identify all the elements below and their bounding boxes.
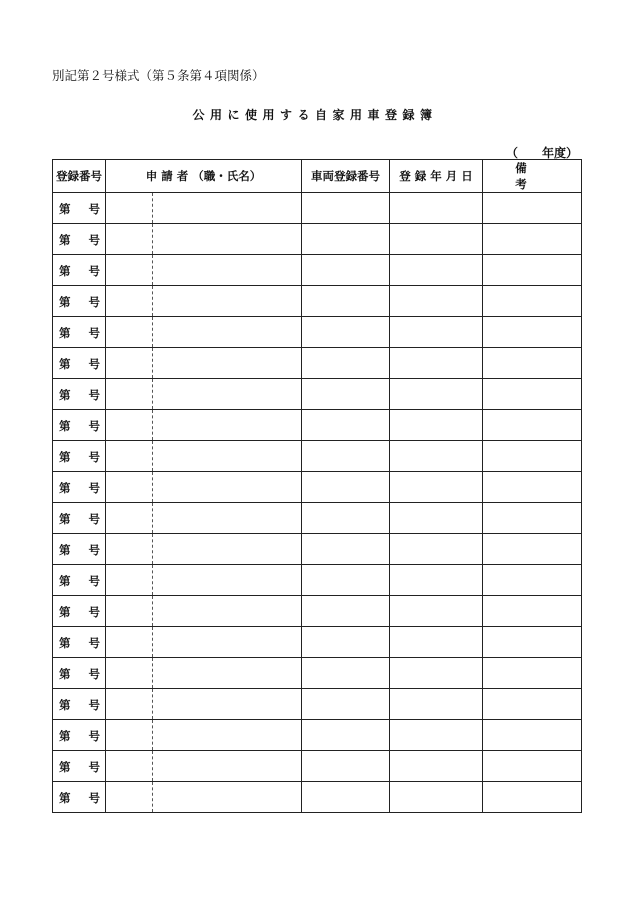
applicant-name-cell[interactable] xyxy=(153,472,302,503)
row-suffix: 号 xyxy=(88,450,100,464)
reg-no-cell xyxy=(53,193,106,224)
table-row xyxy=(53,720,582,751)
reg-date-cell[interactable] xyxy=(390,596,483,627)
table-row xyxy=(53,441,582,472)
remarks-cell[interactable] xyxy=(483,627,582,658)
row-suffix: 号 xyxy=(88,636,100,650)
reg-no-cell xyxy=(53,410,106,441)
table-row xyxy=(53,472,582,503)
table-row xyxy=(53,193,582,224)
applicant-post-cell[interactable] xyxy=(106,751,153,782)
reg-no-cell xyxy=(53,348,106,379)
vehicle-no-cell[interactable] xyxy=(302,751,390,782)
applicant-post-cell[interactable] xyxy=(106,224,153,255)
row-suffix: 号 xyxy=(88,729,100,743)
row-suffix: 号 xyxy=(88,605,100,619)
reg-date-cell[interactable] xyxy=(390,534,483,565)
vehicle-no-cell[interactable] xyxy=(302,534,390,565)
table-row xyxy=(53,286,582,317)
vehicle-no-cell[interactable] xyxy=(302,627,390,658)
remarks-cell[interactable] xyxy=(483,255,582,286)
row-suffix: 号 xyxy=(88,512,100,526)
row-prefix: 第 xyxy=(59,481,71,495)
applicant-name-cell[interactable] xyxy=(153,286,302,317)
reg-date-cell[interactable] xyxy=(390,751,483,782)
vehicle-no-cell[interactable] xyxy=(302,472,390,503)
row-suffix: 号 xyxy=(88,481,100,495)
row-prefix: 第 xyxy=(59,388,71,402)
row-prefix: 第 xyxy=(59,512,71,526)
reg-no-cell xyxy=(53,255,106,286)
applicant-name-cell[interactable] xyxy=(153,534,302,565)
applicant-post-cell[interactable] xyxy=(106,503,153,534)
reg-date-cell[interactable] xyxy=(390,565,483,596)
reg-date-cell[interactable] xyxy=(390,503,483,534)
applicant-post-cell[interactable] xyxy=(106,782,153,813)
row-prefix: 第 xyxy=(59,295,71,309)
remarks-cell[interactable] xyxy=(483,193,582,224)
table-row xyxy=(53,627,582,658)
row-prefix: 第 xyxy=(59,419,71,433)
vehicle-no-cell[interactable] xyxy=(302,193,390,224)
applicant-name-cell[interactable] xyxy=(153,596,302,627)
vehicle-no-cell[interactable] xyxy=(302,317,390,348)
reg-date-cell[interactable] xyxy=(390,193,483,224)
applicant-post-cell[interactable] xyxy=(106,534,153,565)
row-suffix: 号 xyxy=(88,543,100,557)
header-reg-no: 登録番号 xyxy=(53,160,106,193)
reg-date-cell[interactable] xyxy=(390,224,483,255)
remarks-cell[interactable] xyxy=(483,565,582,596)
reg-date-cell[interactable] xyxy=(390,689,483,720)
row-suffix: 号 xyxy=(88,667,100,681)
applicant-name-cell[interactable] xyxy=(153,503,302,534)
applicant-post-cell[interactable] xyxy=(106,596,153,627)
header-reg-date: 登 録 年 月 日 xyxy=(390,160,483,193)
form-caption: 別記第２号様式（第５条第４項関係） xyxy=(52,68,265,83)
table-row xyxy=(53,565,582,596)
remarks-cell[interactable] xyxy=(483,751,582,782)
reg-date-cell[interactable] xyxy=(390,348,483,379)
applicant-post-cell[interactable] xyxy=(106,689,153,720)
table-row xyxy=(53,348,582,379)
applicant-name-cell[interactable] xyxy=(153,317,302,348)
vehicle-no-cell[interactable] xyxy=(302,565,390,596)
remarks-cell[interactable] xyxy=(483,317,582,348)
remarks-cell[interactable] xyxy=(483,348,582,379)
applicant-name-cell[interactable] xyxy=(153,751,302,782)
applicant-post-cell[interactable] xyxy=(106,255,153,286)
reg-no-cell xyxy=(53,658,106,689)
vehicle-no-cell[interactable] xyxy=(302,503,390,534)
remarks-cell[interactable] xyxy=(483,441,582,472)
remarks-cell[interactable] xyxy=(483,472,582,503)
reg-date-cell[interactable] xyxy=(390,286,483,317)
table-row xyxy=(53,317,582,348)
applicant-name-cell[interactable] xyxy=(153,348,302,379)
reg-date-cell[interactable] xyxy=(390,782,483,813)
table-row xyxy=(53,410,582,441)
header-remarks: 備 考 xyxy=(483,160,582,193)
reg-no-cell xyxy=(53,596,106,627)
applicant-post-cell[interactable] xyxy=(106,286,153,317)
applicant-post-cell[interactable] xyxy=(106,348,153,379)
reg-date-cell[interactable] xyxy=(390,720,483,751)
reg-no-cell xyxy=(53,441,106,472)
reg-date-cell[interactable] xyxy=(390,472,483,503)
header-applicant: 申 請 者 （職・氏名） xyxy=(106,160,302,193)
row-prefix: 第 xyxy=(59,543,71,557)
reg-no-cell xyxy=(53,782,106,813)
applicant-name-cell[interactable] xyxy=(153,689,302,720)
row-prefix: 第 xyxy=(59,760,71,774)
vehicle-no-cell[interactable] xyxy=(302,782,390,813)
row-suffix: 号 xyxy=(88,698,100,712)
reg-date-cell[interactable] xyxy=(390,379,483,410)
applicant-name-cell[interactable] xyxy=(153,410,302,441)
table-row xyxy=(53,596,582,627)
applicant-name-cell[interactable] xyxy=(153,193,302,224)
table-row xyxy=(53,658,582,689)
row-prefix: 第 xyxy=(59,450,71,464)
applicant-post-cell[interactable] xyxy=(106,379,153,410)
table-row xyxy=(53,689,582,720)
row-prefix: 第 xyxy=(59,605,71,619)
vehicle-no-cell[interactable] xyxy=(302,410,390,441)
applicant-post-cell[interactable] xyxy=(106,565,153,596)
row-suffix: 号 xyxy=(88,574,100,588)
row-prefix: 第 xyxy=(59,729,71,743)
vehicle-no-cell[interactable] xyxy=(302,255,390,286)
reg-no-cell xyxy=(53,689,106,720)
row-suffix: 号 xyxy=(88,233,100,247)
row-prefix: 第 xyxy=(59,667,71,681)
row-suffix: 号 xyxy=(88,264,100,278)
reg-no-cell xyxy=(53,720,106,751)
row-suffix: 号 xyxy=(88,388,100,402)
remarks-cell[interactable] xyxy=(483,658,582,689)
applicant-name-cell[interactable] xyxy=(153,255,302,286)
reg-date-cell[interactable] xyxy=(390,441,483,472)
applicant-post-cell[interactable] xyxy=(106,472,153,503)
reg-date-cell[interactable] xyxy=(390,255,483,286)
applicant-name-cell[interactable] xyxy=(153,224,302,255)
remarks-cell[interactable] xyxy=(483,379,582,410)
remarks-cell[interactable] xyxy=(483,503,582,534)
row-suffix: 号 xyxy=(88,791,100,805)
reg-date-cell[interactable] xyxy=(390,658,483,689)
reg-no-cell xyxy=(53,224,106,255)
applicant-post-cell[interactable] xyxy=(106,410,153,441)
applicant-name-cell[interactable] xyxy=(153,782,302,813)
row-suffix: 号 xyxy=(88,295,100,309)
applicant-name-cell[interactable] xyxy=(153,441,302,472)
row-prefix: 第 xyxy=(59,574,71,588)
reg-no-cell xyxy=(53,503,106,534)
reg-no-cell xyxy=(53,317,106,348)
vehicle-no-cell[interactable] xyxy=(302,379,390,410)
reg-no-cell xyxy=(53,379,106,410)
vehicle-no-cell[interactable] xyxy=(302,689,390,720)
applicant-post-cell[interactable] xyxy=(106,658,153,689)
vehicle-no-cell[interactable] xyxy=(302,441,390,472)
reg-no-cell xyxy=(53,565,106,596)
remarks-cell[interactable] xyxy=(483,720,582,751)
header-vehicle-no: 車両登録番号 xyxy=(302,160,390,193)
row-suffix: 号 xyxy=(88,419,100,433)
reg-date-cell[interactable] xyxy=(390,627,483,658)
remarks-cell[interactable] xyxy=(483,224,582,255)
registration-table xyxy=(52,159,582,813)
reg-no-cell xyxy=(53,534,106,565)
applicant-name-cell[interactable] xyxy=(153,627,302,658)
row-prefix: 第 xyxy=(59,791,71,805)
row-suffix: 号 xyxy=(88,760,100,774)
reg-no-cell xyxy=(53,627,106,658)
vehicle-no-cell[interactable] xyxy=(302,286,390,317)
applicant-name-cell[interactable] xyxy=(153,379,302,410)
applicant-name-cell[interactable] xyxy=(153,565,302,596)
row-prefix: 第 xyxy=(59,202,71,216)
vehicle-no-cell[interactable] xyxy=(302,224,390,255)
applicant-name-cell[interactable] xyxy=(153,720,302,751)
row-suffix: 号 xyxy=(88,202,100,216)
remarks-cell[interactable] xyxy=(483,410,582,441)
applicant-name-cell[interactable] xyxy=(153,658,302,689)
fiscal-year-text: 年度） xyxy=(541,146,578,160)
table-body xyxy=(53,193,582,813)
row-suffix: 号 xyxy=(88,357,100,371)
remarks-cell[interactable] xyxy=(483,596,582,627)
row-prefix: 第 xyxy=(59,357,71,371)
row-prefix: 第 xyxy=(59,233,71,247)
applicant-post-cell[interactable] xyxy=(106,317,153,348)
applicant-post-cell[interactable] xyxy=(106,441,153,472)
remarks-cell[interactable] xyxy=(483,689,582,720)
applicant-post-cell[interactable] xyxy=(106,193,153,224)
vehicle-no-cell[interactable] xyxy=(302,348,390,379)
row-prefix: 第 xyxy=(59,264,71,278)
table-row xyxy=(53,503,582,534)
table-row xyxy=(53,534,582,565)
reg-no-cell xyxy=(53,286,106,317)
remarks-cell[interactable] xyxy=(483,782,582,813)
applicant-post-cell[interactable] xyxy=(106,720,153,751)
table-row xyxy=(53,255,582,286)
row-prefix: 第 xyxy=(59,698,71,712)
row-prefix: 第 xyxy=(59,636,71,650)
row-prefix: 第 xyxy=(59,326,71,340)
applicant-post-cell[interactable] xyxy=(106,627,153,658)
vehicle-no-cell[interactable] xyxy=(302,720,390,751)
table-header-row xyxy=(53,160,582,193)
table-row xyxy=(53,782,582,813)
reg-date-cell[interactable] xyxy=(390,410,483,441)
vehicle-no-cell[interactable] xyxy=(302,658,390,689)
reg-date-cell[interactable] xyxy=(390,317,483,348)
page-title: 公用に使用する自家用車登録簿 xyxy=(192,108,438,122)
table-row xyxy=(53,751,582,782)
vehicle-no-cell[interactable] xyxy=(302,596,390,627)
reg-no-cell xyxy=(53,472,106,503)
remarks-cell[interactable] xyxy=(483,286,582,317)
fiscal-year-open-paren: （ xyxy=(506,146,519,160)
remarks-cell[interactable] xyxy=(483,534,582,565)
row-suffix: 号 xyxy=(88,326,100,340)
table-row xyxy=(53,379,582,410)
table-row xyxy=(53,224,582,255)
reg-no-cell xyxy=(53,751,106,782)
